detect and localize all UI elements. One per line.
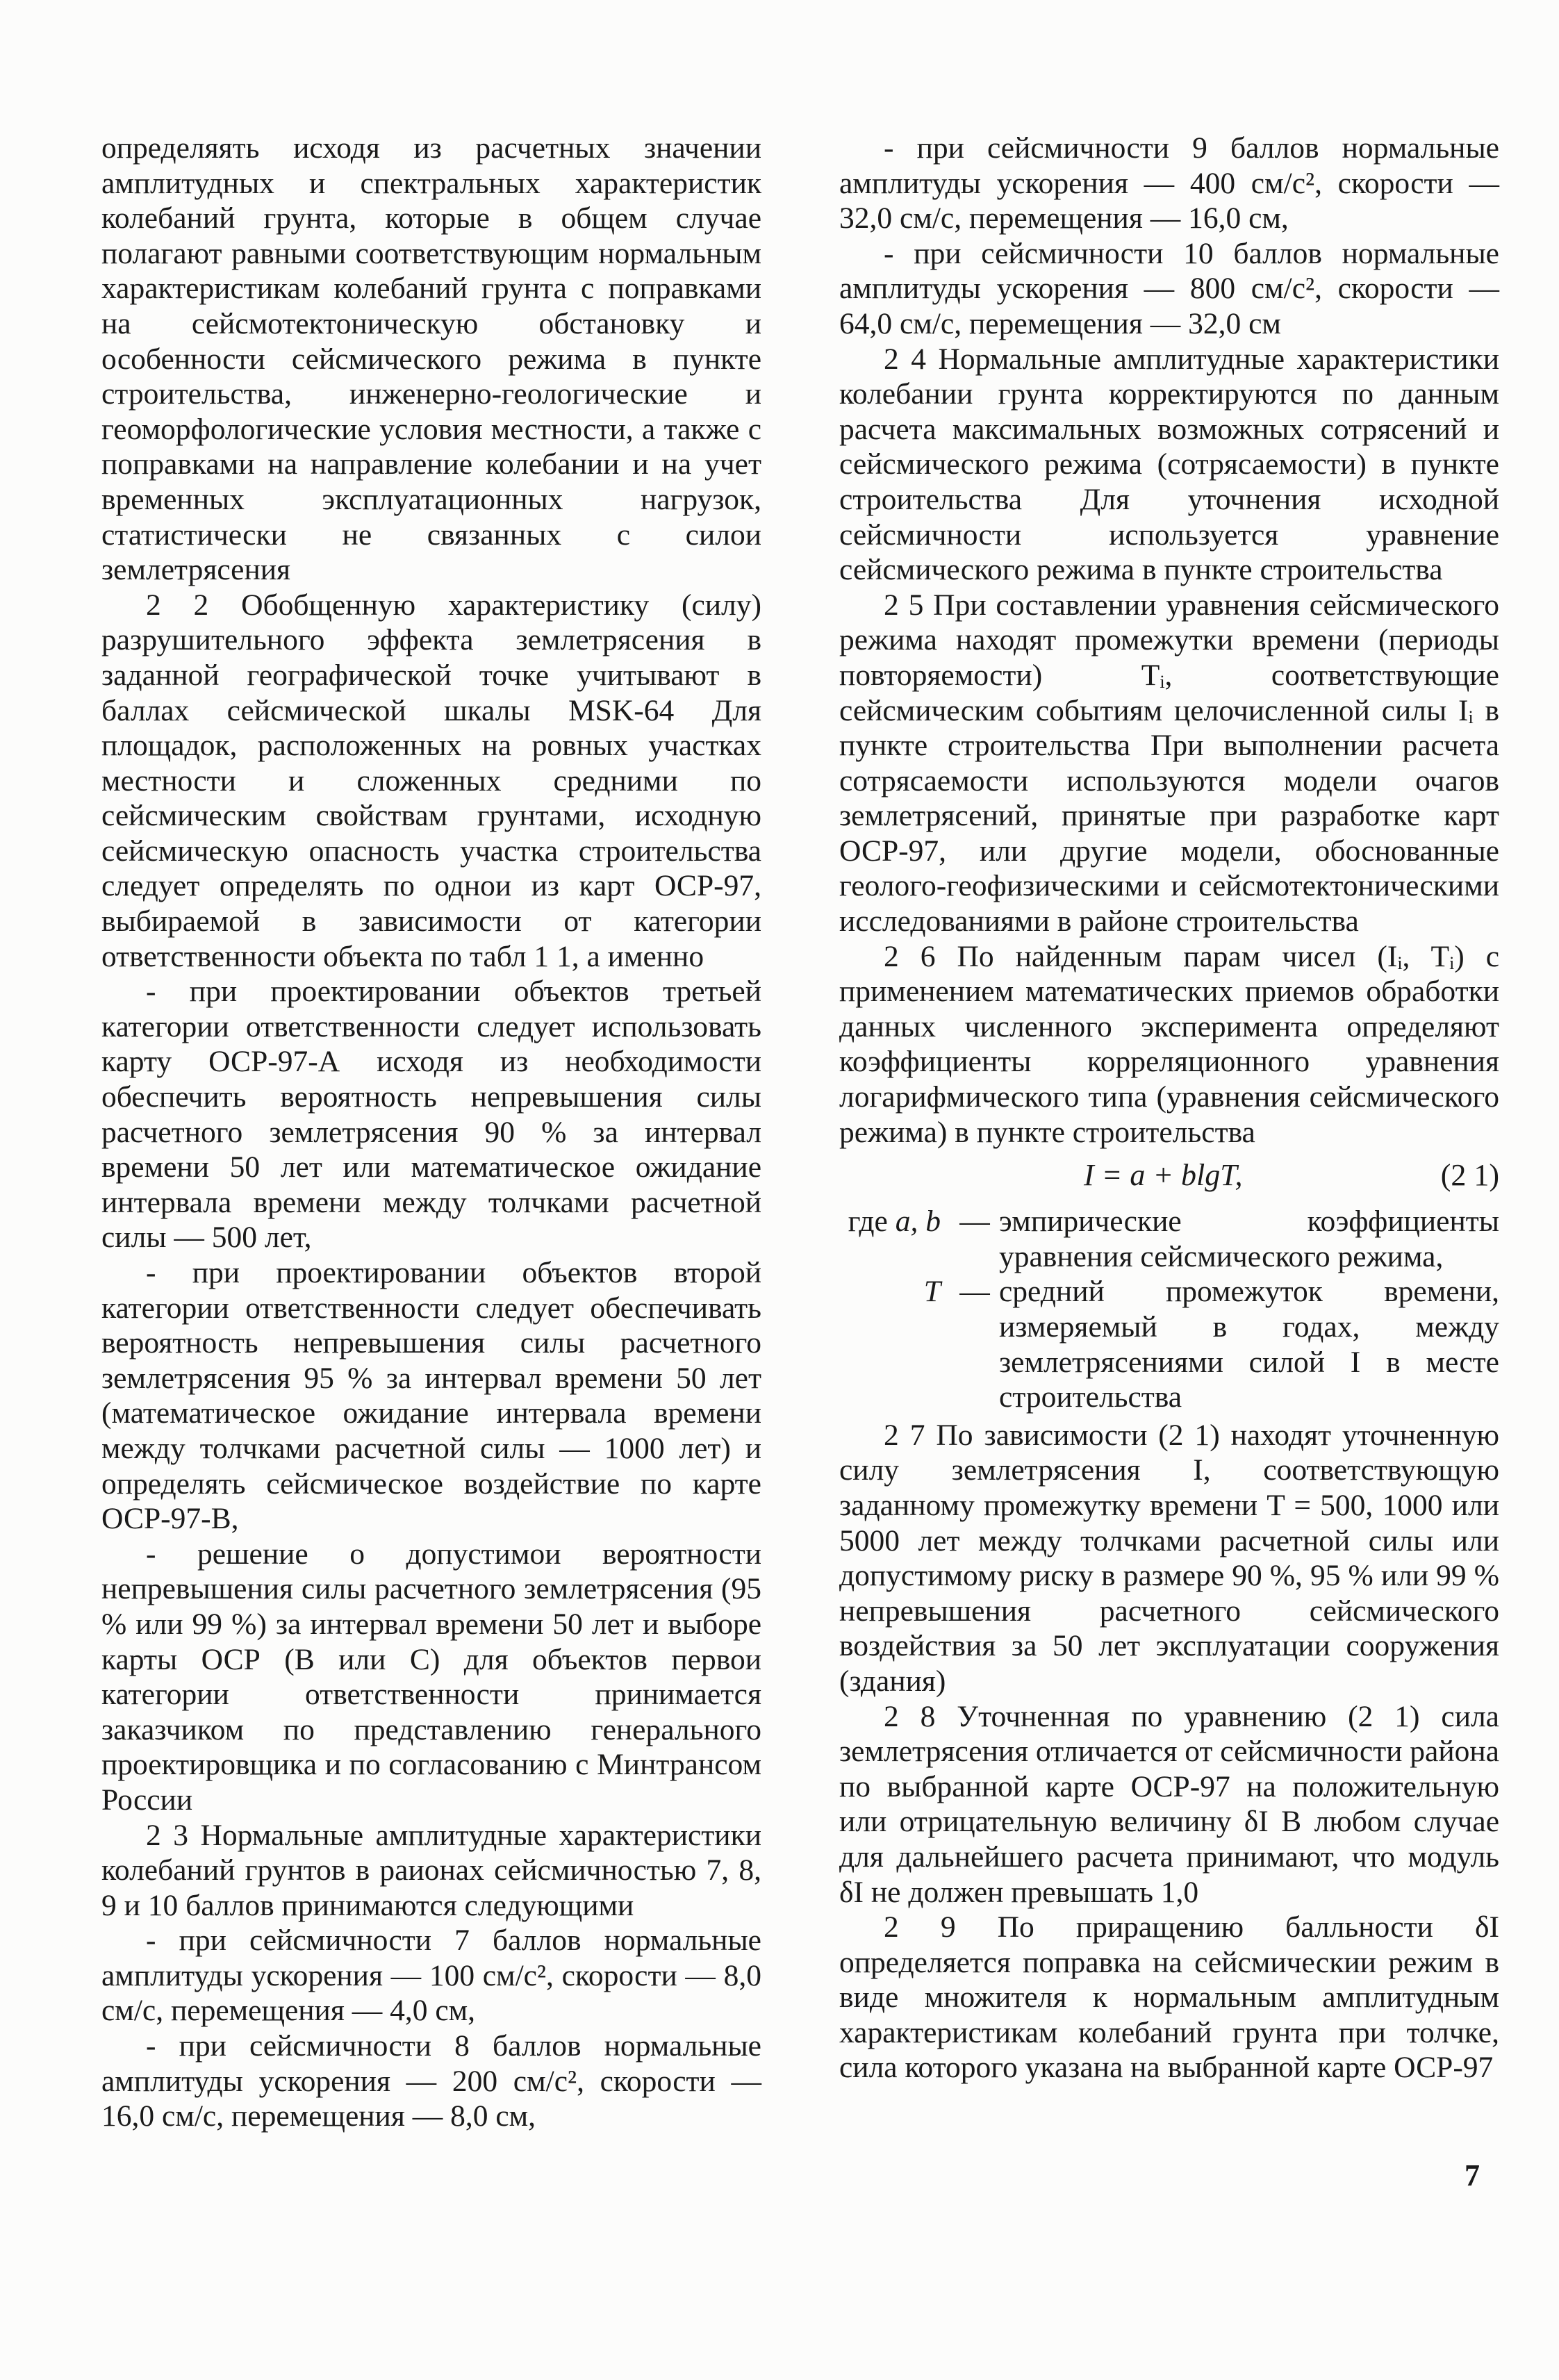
- paragraph-2-3: 2 3 Нормальные амплитудные характеристики колебаний грунтов в раионах сейсмичностью 7, 8, 9 и 10 баллов принимаются следующими: [101, 1818, 761, 1922]
- paragraph: определяять исходя из расчетных значении амплитудных и спектральных характеристик колебаний грунта, которые в общем случае полагают равными соответствующим нормальным характеристикам колебаний грунта с поправками на сейсмотектоническую обстановку и особенности сейсмического режима в пункте строительства, инженерно-геологические и геоморфологические условия местности, а также с поправками на направление колебании и на учет временных эксплуатационных нагрузок, статистически не связанных с силои землетрясения: [101, 131, 761, 587]
- paragraph-2-4: 2 4 Нормальные амплитудные характеристики колебании грунта корректируются по данным расчета максимальных возможных сотрясений и сейсмического режима (сотрясаемости) в пункте строительства Для уточнения исходной сейсмичности используется уравнение сейсмического режима в пункте строительства: [839, 342, 1499, 587]
- list-item-first-category: - решение о допустимои вероятности непревышения силы расчетного землетрясения (95 % или 99 %) за интервал времени 50 лет и выборе карты ОСР (В или С) для объектов первои категории ответственности принимается заказчиком по представлению генерального проектировщика и по согласованию с Минтрансом России: [101, 1537, 761, 1817]
- variable-definitions: [839, 1204, 1499, 1415]
- definition-dash: —: [959, 1275, 990, 1309]
- left-column: [101, 131, 761, 2134]
- right-column: [839, 131, 1499, 2085]
- equation-formula: I = a + blgT,: [1084, 1158, 1243, 1193]
- list-item-seismicity-7: - при сейсмичности 7 баллов нормальные амплитуды ускорения — 100 см/с², скорости — 8,0 см/с, перемещения — 4,0 см,: [101, 1924, 761, 2028]
- definition-dash: —: [959, 1205, 990, 1239]
- definition-text: средний промежуток времени, измеряемый в годах, между землетрясениями силой I в месте строительства: [999, 1275, 1499, 1414]
- paragraph-2-7: 2 7 По зависимости (2 1) находят уточненную силу землетрясения I, соответствующую заданному промежутку времени T = 500, 1000 или 5000 лет между толчками расчетной силы или допустимому риску в размере 90 %, 95 % или 99 % непревышения расчетного сейсмического воздействия за 50 лет эксплуатации сооружения (здания): [839, 1418, 1499, 1698]
- paragraph-2-9: 2 9 По приращению балльности δI определяется поправка на сейсмическии режим в виде множителя к нормальным амплитудным характеристикам колебаний грунта при толчке, сила которого указана на выбранной карте ОСР-97: [839, 1910, 1499, 2085]
- definition-symbol: T: [923, 1275, 941, 1309]
- paragraph-2-2: 2 2 Обобщенную характеристику (силу) разрушительного эффекта землетрясения в заданной географической точке учитывают в баллах сейсмической шкалы MSK-64 Для площадок, расположенных на ровных участках местности и сложенных средними по сейсмическим свойствам грунтами, исходную сейсмическую опасность участка строительства следует определять по однои из карт ОСР-97, выбираемой в зависимости от категории ответственности объекта по табл 1 1, а именно: [101, 588, 761, 973]
- definition-a-b: [839, 1204, 1499, 1274]
- definition-lead-word: где: [848, 1205, 888, 1239]
- definition-text: эмпирические коэффициенты уравнения сейсмического режима,: [999, 1205, 1499, 1273]
- list-item-second-category: - при проектировании объектов второй категории ответственности следует обеспечивать вероятность непревышения силы расчетного землетрясения 95 % за интервал времени 50 лет (математическое ожидание интервала времени между толчками расчетной силы — 1000 лет) и определять сейсмическое воздействие по карте ОСР-97-В,: [101, 1256, 761, 1536]
- list-item-third-category: - при проектировании объектов третьей категории ответственности следует использовать карту ОСР-97-А исходя из необходимости обеспечить вероятность непревышения силы расчетного землетрясения 90 % за интервал времени 50 лет или математическое ожидание интервала времени между толчками расчетной силы — 500 лет,: [101, 975, 761, 1255]
- definition-t: [839, 1274, 1499, 1414]
- list-item-seismicity-8: - при сейсмичности 8 баллов нормальные амплитуды ускорения — 200 см/с², скорости — 16,0 см/с, перемещения — 8,0 см,: [101, 2029, 761, 2133]
- list-item-seismicity-10: - при сейсмичности 10 баллов нормальные амплитуды ускорения — 800 см/с², скорости — 64,0 см/с, перемещения — 32,0 см: [839, 236, 1499, 340]
- paragraph-2-6: 2 6 По найденным парам чисел (Iᵢ, Tᵢ) с применением математических приемов обработки данных численного эксперимента определяют коэффициенты корреляционного уравнения логарифмического типа (уравнения сейсмического режима) в пункте строительства: [839, 939, 1499, 1149]
- page-number: 7: [1465, 2158, 1480, 2192]
- paragraph-2-5: 2 5 При составлении уравнения сейсмического режима находят промежутки времени (периоды повторяемости) Tᵢ, соответствующие сейсмическим событиям целочисленной силы Iᵢ в пункте строительства При выполнении расчета сотрясаемости используются модели очагов землетрясений, принятые при разработке карт ОСР-97, или другие модели, обоснованные геолого-геофизическими и сейсмотектоническими исследованиями в районе строительства: [839, 588, 1499, 939]
- equation-2-1: [839, 1157, 1499, 1194]
- paragraph-2-8: 2 8 Уточненная по уравнению (2 1) сила землетрясения отличается от сейсмичности района по выбранной карте ОСР-97 на положительную или отрицательную величину δI В любом случае для дальнейшего расчета принимают, что модуль δI не должен превышать 1,0: [839, 1699, 1499, 1909]
- equation-number: (2 1): [1440, 1158, 1499, 1193]
- definition-symbol: a, b: [895, 1205, 941, 1239]
- list-item-seismicity-9: - при сейсмичности 9 баллов нормальные амплитуды ускорения — 400 см/с², скорости — 32,0 см/с, перемещения — 16,0 см,: [839, 131, 1499, 235]
